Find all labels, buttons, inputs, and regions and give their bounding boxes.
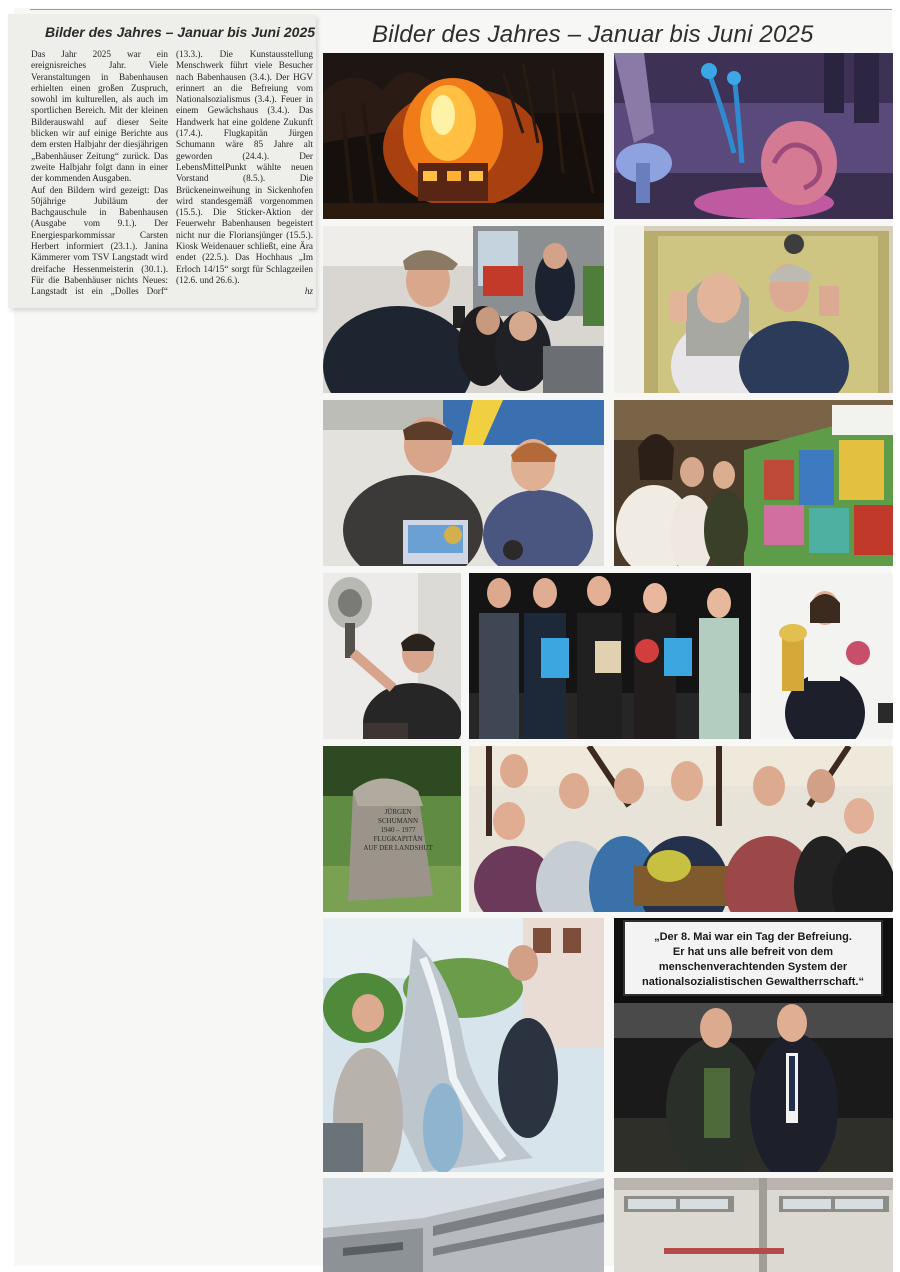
quote-line: „Der 8. Mai war ein Tag der Befreiung. bbox=[654, 931, 852, 943]
photo-art-exhibition bbox=[614, 53, 893, 219]
article-paragraph-captions: Auf den Bildern wird gezeigt: Das 50jährige Jubiläum der Bachgauschule in Babenhausen (Ausgabe vom 9.1.). Der Energiesparkommissar Carsten Herbert informiert (23.1.). Janina Kämmerer vom TSV Langstadt wird dreifache Hessenmeisterin (30.1.). Für die Babenhäuser nichts Neues: Langstadt ist ein „Dolles Dorf“ (13.3.). Die Kunstausstellung Menschwerk führt viele Besucher nach Babenhausen (3.4.). Der HGV erinnert an die Befreiung vom Nationalsozialismus (3.4.). Feuer in einem Gewächshaus (3.4.). Das Handwerk hat eine goldene Zukunft (17.4.). Flugkapitän Jürgen Schumann wäre 85 Jahre alt geworden (24.4.). Der LebensMittelPunkt wählte neuen Vorstand (8.5.). Die Brückeneinweihung in Sickenhofen wird standesgemäß vorgenommen (15.5.). Die Sticker-Aktion der Feuerwehr Babenhausen begeistert nicht nur die Floriansjünger (15.5.). Kiosk Weidenauer schließt, eine Ära endet (22.5.). Das Hochhaus „Im Erloch 14/15“ sorgt für Schlagzeilen (12.6. und 26.6.). bbox=[31, 49, 313, 297]
photo-craft-awards bbox=[469, 573, 751, 739]
author-signoff: hz bbox=[304, 286, 313, 297]
article-paragraph-intro: Das Jahr 2025 war ein ereignisreiches Jahr. Viele Veranstaltungen in Babenhausen erhielten einen großen Zuspruch, sowohl im kulturellen, als auch im sportlichen Bereich. Mit der kleinen Bilderauswahl auf dieser Seite blicken wir auf einige Berichte aus dem ersten Halbjahr der diesjährigen „Babenhäuser Zeitung“ zurück. Das zweite Halbjahr folgt dann in einer der kommenden Ausgaben. bbox=[31, 49, 168, 184]
photo-champion bbox=[760, 573, 893, 739]
article-title: Bilder des Jahres – Januar bis Juni 2025 bbox=[45, 24, 316, 40]
article-body bbox=[31, 49, 313, 298]
photo-kiosk bbox=[614, 1178, 893, 1272]
quote-line: Er hat uns alle befreit von dem bbox=[672, 946, 834, 958]
photo-sticker-action bbox=[323, 226, 604, 393]
photo-association-board bbox=[469, 746, 893, 912]
stone-inscription bbox=[363, 808, 433, 853]
photo-dolles-dorf bbox=[323, 400, 604, 566]
photo-hgv-couple bbox=[614, 226, 893, 393]
page-headline: Bilder des Jahres – Januar bis Juni 2025 bbox=[372, 21, 814, 48]
photo-school-corridor bbox=[614, 400, 893, 566]
stone-line: SCHUMANN bbox=[377, 817, 419, 825]
quote-line: nationalsozialistischen Gewaltherrschaft.“ bbox=[642, 976, 864, 988]
photo-greenhouse-fire bbox=[323, 53, 604, 219]
photo-memorial-stone bbox=[323, 746, 461, 912]
stone-line: AUF DER LANDSHUT bbox=[363, 844, 433, 852]
quote-card bbox=[623, 920, 883, 996]
stone-line: 1940 – 1977 bbox=[380, 826, 416, 834]
top-rule bbox=[30, 9, 892, 10]
stone-line: FLUGKAPITÄN bbox=[373, 835, 423, 843]
photo-highrise bbox=[323, 1178, 604, 1272]
photo-bridge-inauguration bbox=[323, 918, 604, 1172]
quote-line: menschenverachtenden System der bbox=[658, 961, 848, 973]
stone-line: JÜRGEN bbox=[384, 808, 412, 816]
photo-energy-commissioner bbox=[323, 573, 461, 739]
